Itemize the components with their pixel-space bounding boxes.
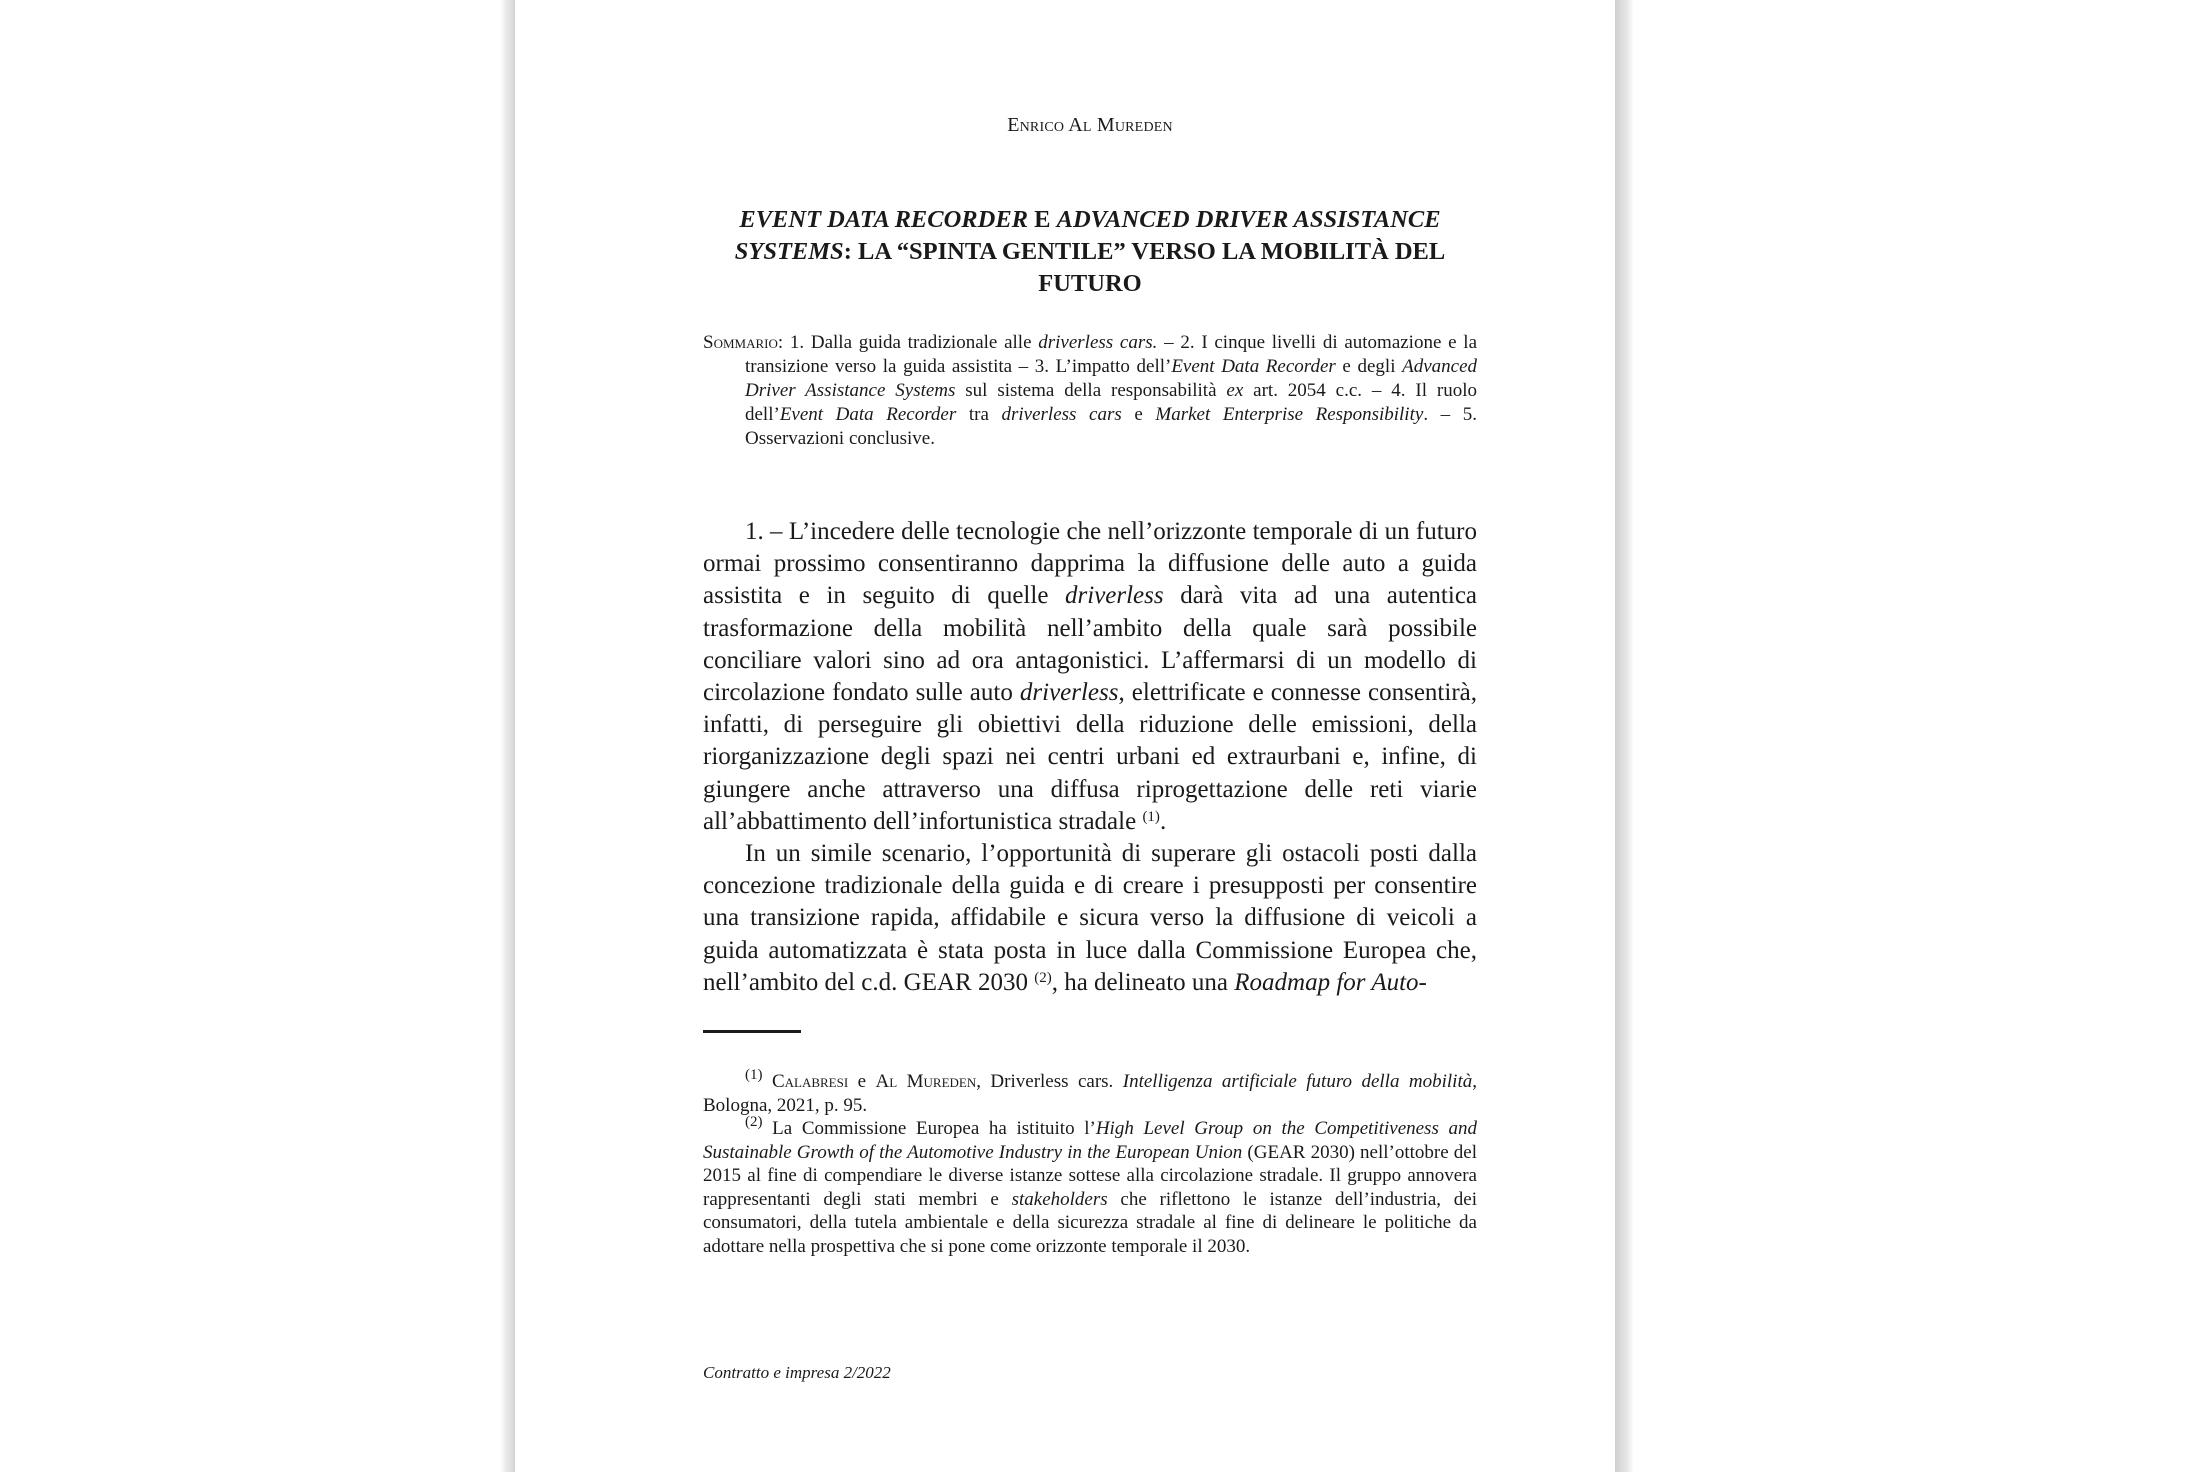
footnote-text: La Commissione Europea ha istituito l’ — [762, 1118, 1096, 1139]
title-part-4: : LA “SPINTA GENTILE” VERSO LA MOBILITÀ DEL FUTURO — [843, 238, 1446, 297]
summary-text: . – 5. Osservazioni conclusive. — [745, 404, 1478, 449]
footnote-author: Calabresi — [771, 1071, 849, 1092]
footnote-separator — [703, 1030, 801, 1033]
summary-text: e — [1121, 404, 1156, 425]
body-italic: driverless — [1019, 679, 1119, 707]
body-text: , elettrificate e connesse consentirà, infatti, di perseguire gli obiettivi della riduzione delle emissioni, della riorganizzazione degli spazi nei centri urbani ed extraurbani e, infine, di giungere anche attraverso una diffusa riprogettazione delle reti viarie all’abbattimento dell’infortunistica stradale — [703, 679, 1477, 835]
summary-italic: Event Data Recorder — [779, 404, 957, 425]
article-body — [703, 516, 1477, 999]
summary-italic: ex — [1226, 380, 1244, 401]
running-header-author: Enrico Al Mureden — [1007, 114, 1173, 136]
footnote-text: , Driverless cars. — [976, 1071, 1123, 1092]
footnote-text: che riflettono le istanze dell’industria, dei consumatori, della tutela ambientale e della sicurezza stradale al fine di delineare le politiche da adottare nella prospettiva che si pone come orizzonte temporale il 2030. — [703, 1188, 1477, 1257]
body-text: darà vita ad una autentica trasformazione della mobilità nell’ambito della quale sarà possibile conciliare valori sino ad ora antagonistici. L’affermarsi di un modello di circolazione fondato sulle auto — [703, 582, 1478, 707]
body-paragraph-2 — [703, 838, 1477, 999]
footnote-ref-2[interactable]: (2) — [1034, 969, 1052, 986]
title-part-2: E — [1028, 206, 1057, 233]
title-part-3: ADVANCED DRIVER ASSISTANCE SYSTEMS — [734, 206, 1441, 265]
body-text: 1. – L’incedere delle tecnologie che nell’orizzonte temporale di un futuro ormai prossimo consentiranno dapprima la diffusione delle auto a guida assistita e in seguito di quelle — [703, 518, 1477, 610]
summary-text: tra — [956, 404, 1002, 425]
body-text: . — [1159, 807, 1167, 835]
footnote-text: e — [848, 1071, 876, 1092]
summary-italic: Market Enterprise Responsibility — [1155, 404, 1424, 425]
footnotes — [703, 1067, 1478, 1258]
article-title — [703, 204, 1477, 300]
body-text: , ha delineato una — [1051, 968, 1235, 996]
body-text: In un simile scenario, l’opportunità di superare gli ostacoli posti dalla concezione tradizionale della guida e di creare i presupposti per consentire una transizione rapida, affidabile e sicura verso la diffusione di veicoli a guida automatizzata è stata posta in luce dalla Commissione Europea che, nell’ambito del c.d. GEAR 2030 — [703, 840, 1477, 996]
running-footer-journal: Contratto e impresa 2/2022 — [703, 1363, 891, 1382]
footnote-author: Al Mureden — [875, 1071, 977, 1092]
footnote-ref-1[interactable]: (1) — [1142, 808, 1160, 825]
footnote-number-2: (2) — [745, 1114, 763, 1130]
footnote-number-1: (1) — [745, 1067, 763, 1083]
footnote-2 — [703, 1114, 1478, 1258]
summary-text: sul sistema della responsabilità — [955, 380, 1227, 401]
footnote-italic: Intelligenza artificiale futuro della mobilità — [1122, 1071, 1473, 1092]
summary-text: : 1. Dalla guida tradizionale alle — [777, 332, 1039, 353]
page-edge-shadow-right — [1616, 0, 1634, 1472]
footnote-1 — [703, 1067, 1477, 1117]
body-italic: driverless — [1065, 582, 1164, 610]
summary-italic: driverless cars — [1001, 404, 1122, 425]
title-part-1: EVENT DATA RECORDER — [739, 206, 1029, 233]
footnote-text: (GEAR 2030) nell’ottobre del 2015 al fine di compendiare le diverse istanze sottese alla circolazione stradale. Il gruppo annovera rappresentanti degli stati membri e — [703, 1141, 1478, 1210]
summary-italic: driverless cars. — [1038, 332, 1158, 353]
footnote-italic: stakeholders — [1011, 1188, 1108, 1210]
body-italic: Roadmap for Auto- — [1234, 968, 1427, 996]
summary-italic: Advanced Driver Assistance Systems — [745, 356, 1477, 401]
summary-label: Sommario — [703, 332, 778, 353]
summary-italic: Event Data Recorder — [1171, 356, 1336, 377]
footnote-text: , Bologna, 2021, p. 95. — [703, 1071, 1477, 1116]
summary-text: art. 2054 c.c. – 4. Il ruolo dell’ — [745, 380, 1477, 425]
article-summary — [703, 331, 1477, 451]
summary-text: – 2. I cinque livelli di automazione e la transizione verso la guida assistita – 3. L’impatto dell’ — [745, 332, 1477, 377]
document-page — [514, 0, 1616, 1472]
summary-text: e degli — [1335, 356, 1403, 377]
footnote-italic: High Level Group on the Competitiveness and Sustainable Growth of the Automotive Industry in the European Union — [703, 1118, 1477, 1163]
body-paragraph-1 — [703, 516, 1477, 838]
